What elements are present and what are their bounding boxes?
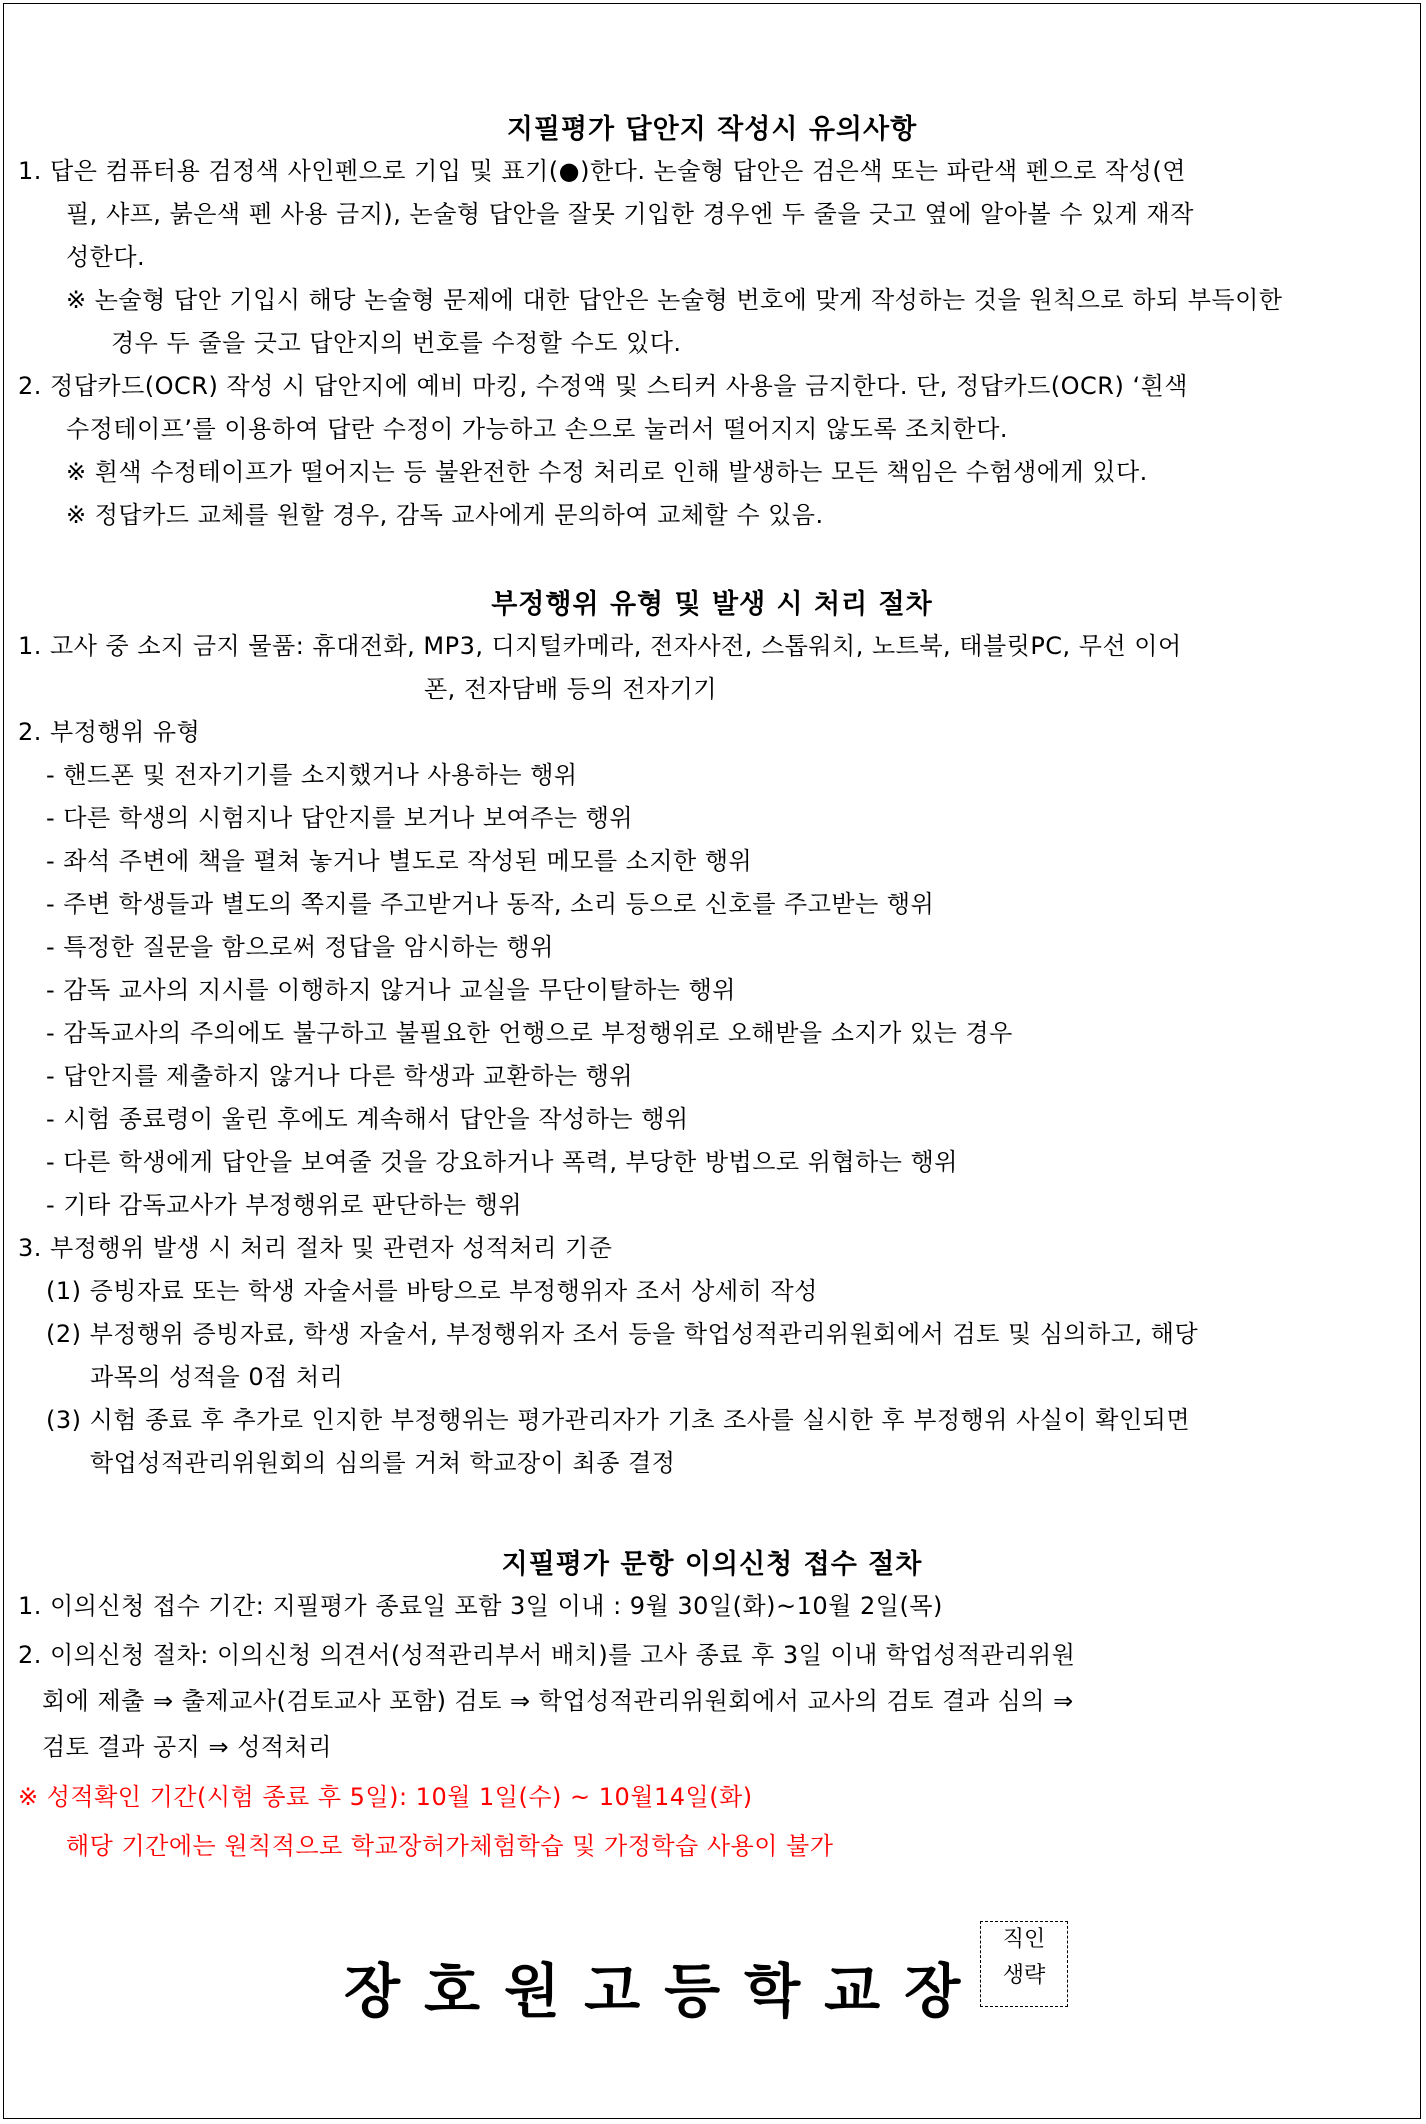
official-seal-box: [980, 1921, 1068, 2007]
notice2-line: 1. 고사 중 소지 금지 물품: 휴대전화, MP3, 디지털카메라, 전자사전, 스톱워치, 노트북, 태블릿PC, 무선 이어: [18, 632, 1182, 660]
notice2-line: 2. 부정행위 유형: [18, 718, 201, 746]
grade-check-restriction-notice: 해당 기간에는 원칙적으로 학교장허가체험학습 및 가정학습 사용이 불가: [66, 1832, 834, 1860]
notice2-line: (3) 시험 종료 후 추가로 인지한 부정행위는 평가관리자가 기초 조사를 실시한 후 부정행위 사실이 확인되면: [46, 1406, 1191, 1434]
notice2-line: - 다른 학생에게 답안을 보여줄 것을 강요하거나 폭력, 부당한 방법으로 위협하는 행위: [46, 1148, 958, 1176]
notice2-line: 폰, 전자담배 등의 전자기기: [424, 675, 718, 703]
notice1-line: ※ 흰색 수정테이프가 떨어지는 등 불완전한 수정 처리로 인해 발생하는 모든 책임은 수험생에게 있다.: [66, 458, 1148, 486]
notice2-line: (2) 부정행위 증빙자료, 학생 자술서, 부정행위자 조서 등을 학업성적관리위원회에서 검토 및 심의하고, 해당: [46, 1320, 1199, 1348]
notice2-line: 학업성적관리위원회의 심의를 거쳐 학교장이 최종 결정: [90, 1449, 676, 1477]
notice2-line: - 다른 학생의 시험지나 답안지를 보거나 보여주는 행위: [46, 804, 634, 832]
notice1-line: 수정테이프’를 이용하여 답란 수정이 가능하고 손으로 눌러서 떨어지지 않도록 조치한다.: [66, 415, 1009, 443]
notice3-title: 지필평가 문항 이의신청 접수 절차: [501, 1549, 923, 1580]
grade-check-period-notice: ※ 성적확인 기간(시험 종료 후 5일): 10월 1일(수) ~ 10월14일(화): [18, 1783, 753, 1811]
notice1-line: 2. 정답카드(OCR) 작성 시 답안지에 예비 마킹, 수정액 및 스티커 사용을 금지한다. 단, 정답카드(OCR) ‘흰색: [18, 372, 1188, 400]
notice-document: [3, 3, 1421, 2119]
notice3-line: 검토 결과 공지 ⇒ 성적처리: [42, 1733, 332, 1761]
principal-signature: 장호원고등학교장: [344, 1957, 985, 2025]
notice2-line: - 핸드폰 및 전자기기를 소지했거나 사용하는 행위: [46, 761, 578, 789]
notice2-line: 3. 부정행위 발생 시 처리 절차 및 관련자 성적처리 기준: [18, 1234, 613, 1262]
notice2-line: - 주변 학생들과 별도의 쪽지를 주고받거나 동작, 소리 등으로 신호를 주고받는 행위: [46, 890, 935, 918]
notice1-line: 필, 샤프, 붉은색 펜 사용 금지), 논술형 답안을 잘못 기입한 경우엔 두 줄을 긋고 옆에 알아볼 수 있게 재작: [66, 200, 1194, 228]
notice2-line: - 기타 감독교사가 부정행위로 판단하는 행위: [46, 1191, 523, 1219]
notice2-line: 과목의 성적을 0점 처리: [90, 1363, 344, 1391]
notice1-line: ※ 정답카드 교체를 원할 경우, 감독 교사에게 문의하여 교체할 수 있음.: [66, 501, 824, 529]
notice2-line: - 특정한 질문을 함으로써 정답을 암시하는 행위: [46, 933, 554, 961]
notice1-line: 1. 답은 컴퓨터용 검정색 사인펜으로 기입 및 표기(●)한다. 논술형 답안은 검은색 또는 파란색 펜으로 작성(연: [18, 157, 1186, 185]
notice2-line: (1) 증빙자료 또는 학생 자술서를 바탕으로 부정행위자 조서 상세히 작성: [46, 1277, 818, 1305]
notice2-line: - 시험 종료령이 울린 후에도 계속해서 답안을 작성하는 행위: [46, 1105, 689, 1133]
notice2-line: - 감독 교사의 지시를 이행하지 않거나 교실을 무단이탈하는 행위: [46, 976, 736, 1004]
notice1-title: 지필평가 답안지 작성시 유의사항: [506, 114, 918, 145]
notice1-line: ※ 논술형 답안 기입시 해당 논술형 문제에 대한 답안은 논술형 번호에 맞게 작성하는 것을 원칙으로 하되 부득이한: [66, 286, 1283, 314]
seal-text-line2: 생략: [1002, 1963, 1046, 1988]
notice2-line: - 답안지를 제출하지 않거나 다른 학생과 교환하는 행위: [46, 1062, 634, 1090]
notice2-title: 부정행위 유형 및 발생 시 처리 절차: [491, 589, 933, 620]
notice1-line: 경우 두 줄을 긋고 답안지의 번호를 수정할 수도 있다.: [111, 329, 682, 357]
notice3-line: 2. 이의신청 절차: 이의신청 의견서(성적관리부서 배치)를 고사 종료 후 3일 이내 학업성적관리위원: [18, 1641, 1076, 1669]
notice3-line: 1. 이의신청 접수 기간: 지필평가 종료일 포함 3일 이내 : 9월 30일(화)~10월 2일(목): [18, 1592, 943, 1620]
notice2-line: - 감독교사의 주의에도 불구하고 불필요한 언행으로 부정행위로 오해받을 소지가 있는 경우: [46, 1019, 1013, 1047]
notice3-line: 회에 제출 ⇒ 출제교사(검토교사 포함) 검토 ⇒ 학업성적관리위원회에서 교사의 검토 결과 심의 ⇒: [42, 1687, 1074, 1715]
notice1-line: 성한다.: [66, 243, 146, 271]
seal-text-line1: 직인: [1002, 1927, 1046, 1952]
notice2-line: - 좌석 주변에 책을 펼쳐 놓거나 별도로 작성된 메모를 소지한 행위: [46, 847, 753, 875]
